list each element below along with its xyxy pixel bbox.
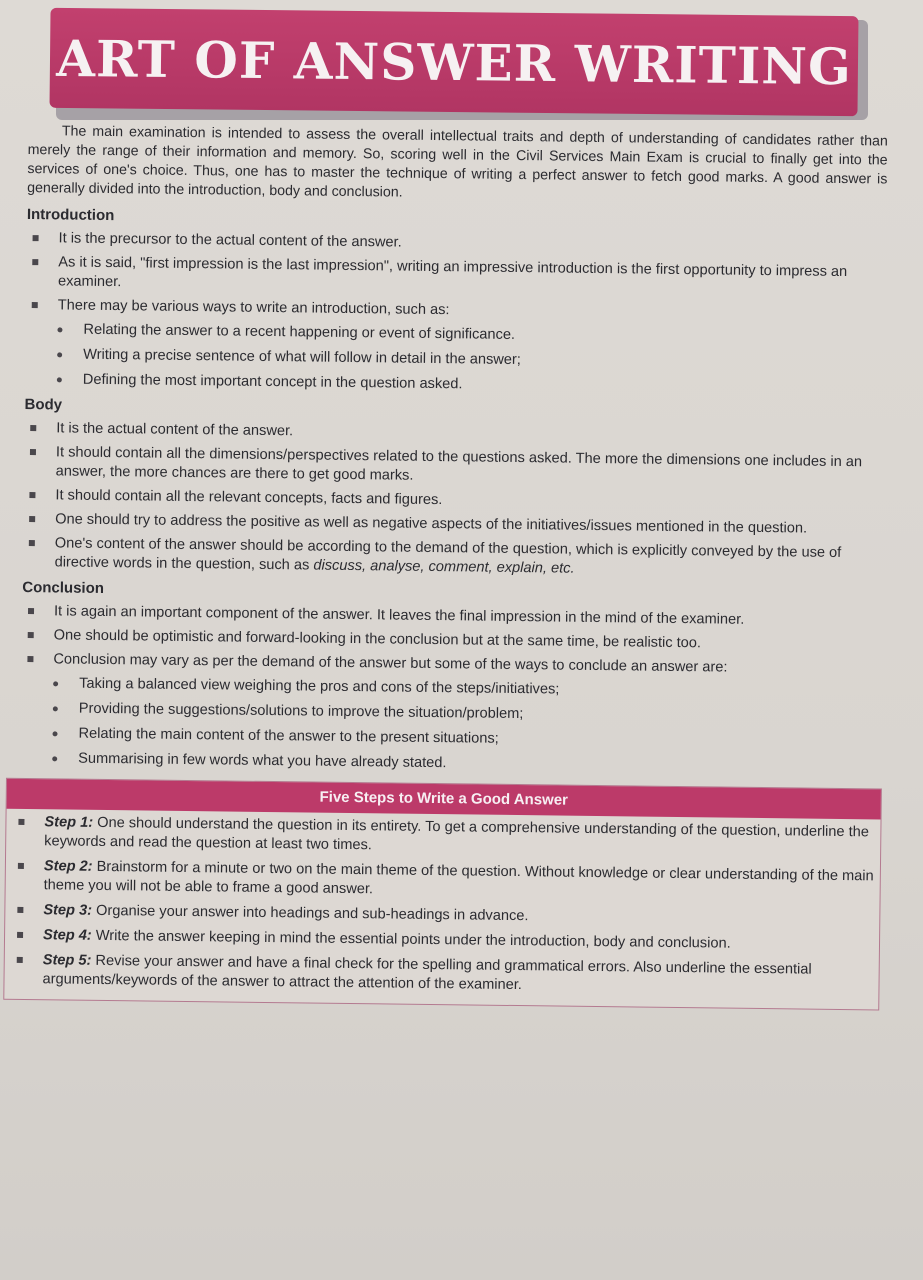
list-item: It is the precursor to the actual content of the answer. [26, 229, 886, 259]
title-banner [50, 12, 862, 120]
step-item [11, 901, 873, 931]
introduction-heading: Introduction [26, 205, 115, 225]
step-label: Step 3: [43, 902, 93, 919]
step-label: Step 4: [42, 927, 92, 944]
conclusion-heading: Conclusion [22, 578, 105, 597]
list-item: It is again an important component of the answer. It leaves the final impression in the mind of the examiner. [22, 602, 882, 632]
steps-box-header: Five Steps to Write a Good Answer [7, 779, 881, 820]
introduction-sublist [25, 320, 886, 400]
step-text: Organise your answer into headings and sub-headings in advance. [95, 902, 529, 925]
step-label: Step 1: [44, 814, 94, 831]
directive-words: discuss, analyse, comment, explain, etc. [313, 557, 575, 577]
body-list [23, 419, 885, 582]
step-item [11, 926, 873, 956]
list-item: It should contain all the relevant concepts, facts and figures. [23, 486, 883, 516]
step-item [10, 951, 872, 1000]
step-item [12, 813, 874, 862]
list-item: Conclusion may vary as per the demand of the answer but some of the ways to conclude an answer are: [21, 650, 881, 680]
list-item: It should contain all the dimensions/perspectives related to the questions asked. The more the dimensions one includes in an answer, the more chances are there to get good marks. [24, 443, 884, 492]
list-item-text: One's content of the answer should be according to the demand of the question, which is explicitly conveyed by the use of directive words in the question, such as [54, 535, 842, 574]
list-item: One should be optimistic and forward-looking in the conclusion but at the same time, be realistic too. [22, 626, 882, 656]
steps-box [3, 778, 882, 1011]
step-text: Brainstorm for a minute or two on the main theme of the question. Without knowledge or clear understanding of the main theme you will not be able to frame a good answer. [43, 858, 874, 898]
list-item: It is the actual content of the answer. [24, 419, 884, 449]
sub-list-item: Writing a precise sentence of what will follow in detail in the answer; [25, 345, 885, 375]
intro-paragraph: The main examination is intended to assess the overall intellectual traits and depth of understanding of candidates rather than merely the range of their information and memory. So, scoring well in the Civil Services Main Exam is crucial to finally get into the services of one's choice. Thus, one has to master the technique of writing a perfect answer to fetch good marks. A good answer is generally divided into the introduction, body and conclusion. [27, 123, 888, 201]
step-text: Write the answer keeping in mind the essential points under the introduction, body and conclusion. [95, 927, 731, 952]
title-box [49, 8, 858, 116]
step-label: Step 2: [43, 858, 93, 875]
sub-list-item: Relating the main content of the answer to the present situations; [20, 724, 880, 754]
list-item [23, 534, 883, 583]
conclusion-list [21, 602, 882, 680]
step-label: Step 5: [42, 952, 92, 969]
step-text: Revise your answer and have a final check for the spelling and grammatical errors. Also underline the essential arguments/keywords of the answer to attract the attention of the examiner. [42, 952, 812, 994]
page-title: ART OF ANSWER WRITING [55, 28, 853, 96]
list-item: There may be various ways to write an introduction, such as: [26, 296, 886, 326]
introduction-list [26, 229, 887, 326]
sub-list-item: Relating the answer to a recent happening or event of significance. [25, 320, 885, 350]
body-heading: Body [24, 395, 63, 414]
sub-list-item: Summarising in few words what you have already stated. [20, 749, 880, 779]
sub-list-item: Providing the suggestions/solutions to improve the situation/problem; [21, 699, 881, 729]
list-item: As it is said, "first impression is the last impression", writing an impressive introduction is the first opportunity to impress an examiner. [26, 253, 886, 302]
steps-list [4, 809, 880, 1010]
content [17, 122, 888, 1010]
conclusion-sublist [20, 674, 881, 778]
sub-list-item: Taking a balanced view weighing the pros and cons of the steps/initiatives; [21, 674, 881, 704]
list-item: One should try to address the positive as well as negative aspects of the initiatives/issues mentioned in the question. [23, 510, 883, 540]
step-text: One should understand the question in its entirety. To get a comprehensive understanding of the question, underline the keywords and read the question at least two times. [44, 814, 870, 854]
sub-list-item: Defining the most important concept in the question asked. [25, 370, 885, 400]
step-item [12, 857, 874, 906]
